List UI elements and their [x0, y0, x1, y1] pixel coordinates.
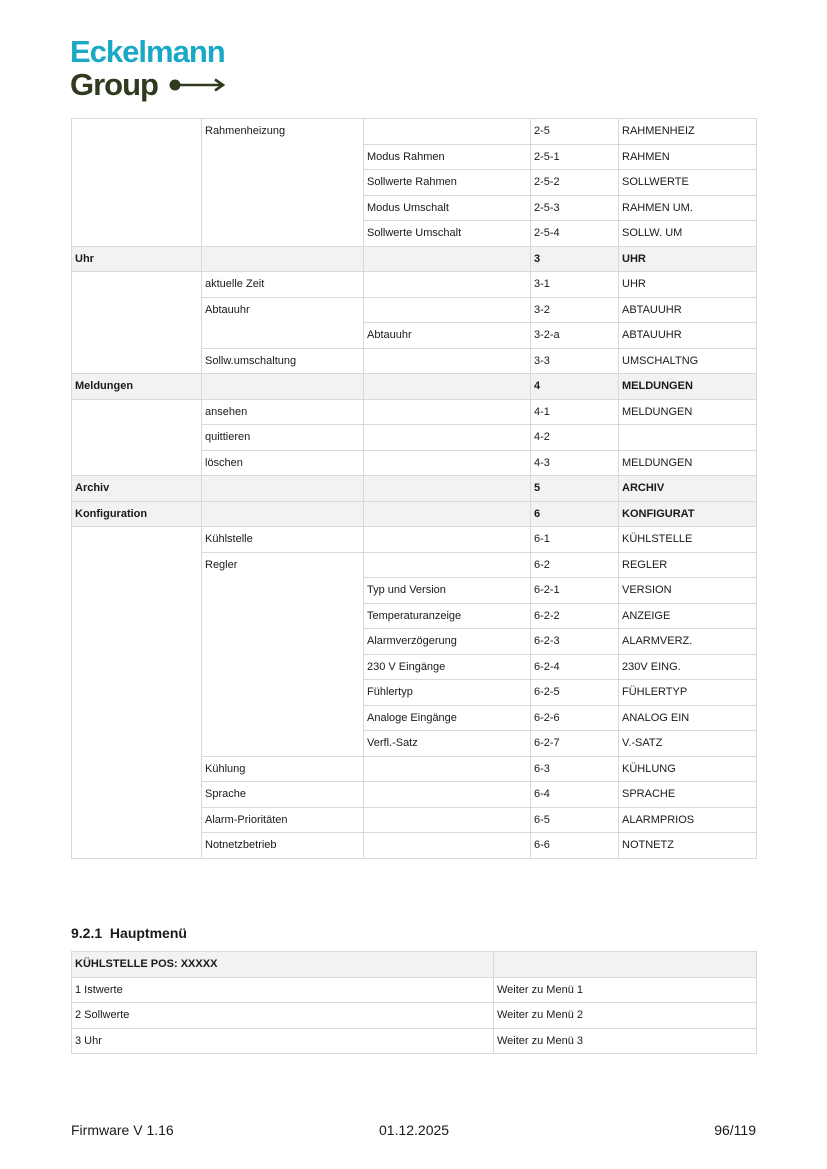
- table-cell: quittieren: [202, 425, 364, 451]
- table-cell: [364, 501, 531, 527]
- table-cell: [364, 272, 531, 298]
- table-cell: Alarmverzögerung: [364, 629, 531, 655]
- table-cell: 4: [531, 374, 619, 400]
- table-cell: Meldungen: [72, 374, 202, 400]
- logo-text-group: [70, 69, 226, 100]
- table-cell: 3-3: [531, 348, 619, 374]
- table-cell: Sollwerte Umschalt: [364, 221, 531, 247]
- table-cell: [72, 399, 202, 476]
- table-cell: Typ und Version: [364, 578, 531, 604]
- table-cell: RAHMEN UM.: [619, 195, 757, 221]
- table-row: [72, 1028, 757, 1054]
- table-cell: [364, 374, 531, 400]
- table-cell: 3-2-a: [531, 323, 619, 349]
- table-cell: ANALOG EIN: [619, 705, 757, 731]
- main-menu-table: [71, 951, 757, 1054]
- table-cell: 6: [531, 501, 619, 527]
- table-cell: Archiv: [72, 476, 202, 502]
- table-cell: 2-5-3: [531, 195, 619, 221]
- table-cell: 1 Istwerte: [72, 977, 494, 1003]
- table-cell: 6-1: [531, 527, 619, 553]
- table-cell: ALARMPRIOS: [619, 807, 757, 833]
- table-cell: [202, 501, 364, 527]
- table-cell: [364, 297, 531, 323]
- table-cell: [364, 399, 531, 425]
- table-cell: Weiter zu Menü 2: [494, 1003, 757, 1029]
- table-cell: 6-2-3: [531, 629, 619, 655]
- table-cell: 6-2-6: [531, 705, 619, 731]
- table-cell: [364, 425, 531, 451]
- table-cell: UMSCHALTNG: [619, 348, 757, 374]
- table-cell: [364, 756, 531, 782]
- menu-structure-table: [71, 118, 757, 859]
- table-cell: [364, 246, 531, 272]
- table-cell: Regler: [202, 552, 364, 756]
- table-cell: 4-3: [531, 450, 619, 476]
- table-cell: 4-1: [531, 399, 619, 425]
- table-cell: Kühlung: [202, 756, 364, 782]
- table-cell: 6-2-4: [531, 654, 619, 680]
- table-row: [72, 1003, 757, 1029]
- table-cell: [202, 374, 364, 400]
- table-row: [72, 272, 757, 298]
- table-cell: [202, 246, 364, 272]
- table-cell: Abtauuhr: [364, 323, 531, 349]
- table-cell: VERSION: [619, 578, 757, 604]
- table-cell: 5: [531, 476, 619, 502]
- table-cell: KÜHLSTELLE: [619, 527, 757, 553]
- table-cell: Alarm-Prioritäten: [202, 807, 364, 833]
- section-number: 9.2.1: [71, 925, 103, 941]
- table-row-header: [72, 374, 757, 400]
- table-cell: [72, 527, 202, 859]
- table-cell: 2 Sollwerte: [72, 1003, 494, 1029]
- table-cell: MELDUNGEN: [619, 374, 757, 400]
- table-row-header: [72, 501, 757, 527]
- table-cell: Uhr: [72, 246, 202, 272]
- table-cell: [202, 476, 364, 502]
- table-cell: KÜHLSTELLE POS: XXXXX: [72, 952, 494, 978]
- table-cell: Verfl.-Satz: [364, 731, 531, 757]
- table-cell: 2-5-4: [531, 221, 619, 247]
- table-row: [72, 527, 757, 553]
- table-cell: Modus Rahmen: [364, 144, 531, 170]
- table-cell: V.-SATZ: [619, 731, 757, 757]
- table-cell: Sprache: [202, 782, 364, 808]
- table-cell: RAHMEN: [619, 144, 757, 170]
- table-cell: 6-2: [531, 552, 619, 578]
- table-row-header: [72, 476, 757, 502]
- table-cell: SPRACHE: [619, 782, 757, 808]
- table-cell: 6-2-5: [531, 680, 619, 706]
- table-cell: 6-2-1: [531, 578, 619, 604]
- table-cell: [364, 527, 531, 553]
- table-cell: 230V EING.: [619, 654, 757, 680]
- table-row: [72, 977, 757, 1003]
- table-cell: löschen: [202, 450, 364, 476]
- table-row: [72, 399, 757, 425]
- table-cell: Notnetzbetrieb: [202, 833, 364, 859]
- table-cell: ALARMVERZ.: [619, 629, 757, 655]
- table-cell: [364, 833, 531, 859]
- table-cell: 6-2-7: [531, 731, 619, 757]
- table-cell: Sollw.umschaltung: [202, 348, 364, 374]
- table-cell: Weiter zu Menü 1: [494, 977, 757, 1003]
- table-cell: [364, 782, 531, 808]
- table-cell: Temperaturanzeige: [364, 603, 531, 629]
- table-cell: UHR: [619, 246, 757, 272]
- table-cell: [364, 450, 531, 476]
- table-cell: NOTNETZ: [619, 833, 757, 859]
- table-cell: 2-5: [531, 119, 619, 145]
- table-cell: ABTAUUHR: [619, 297, 757, 323]
- table-cell: [364, 552, 531, 578]
- table-cell: KÜHLUNG: [619, 756, 757, 782]
- table-cell: 6-5: [531, 807, 619, 833]
- table-cell: MELDUNGEN: [619, 399, 757, 425]
- footer-firmware-version: Firmware V 1.16: [71, 1122, 174, 1138]
- table-row-header: [72, 246, 757, 272]
- table-cell: RAHMENHEIZ: [619, 119, 757, 145]
- table-cell: [364, 348, 531, 374]
- table-cell: Rahmenheizung: [202, 119, 364, 247]
- table-cell: ANZEIGE: [619, 603, 757, 629]
- table-cell: 6-3: [531, 756, 619, 782]
- table-cell: Abtauuhr: [202, 297, 364, 348]
- section-title: Hauptmenü: [109, 925, 187, 941]
- table-cell: Sollwerte Rahmen: [364, 170, 531, 196]
- table-cell: 3-2: [531, 297, 619, 323]
- table-cell: Fühlertyp: [364, 680, 531, 706]
- table-cell: 6-4: [531, 782, 619, 808]
- table-cell: Modus Umschalt: [364, 195, 531, 221]
- logo-text-group-word: Group: [70, 67, 158, 102]
- table-cell: UHR: [619, 272, 757, 298]
- arrow-right-icon: [168, 78, 226, 92]
- table-cell: [364, 119, 531, 145]
- table-cell: SOLLWERTE: [619, 170, 757, 196]
- table-cell: 4-2: [531, 425, 619, 451]
- table-cell: 3 Uhr: [72, 1028, 494, 1054]
- table-cell: 3: [531, 246, 619, 272]
- company-logo: [70, 36, 226, 100]
- table-cell: [72, 272, 202, 374]
- table-cell: aktuelle Zeit: [202, 272, 364, 298]
- logo-text-eckelmann: Eckelmann: [70, 34, 225, 69]
- table-cell: Konfiguration: [72, 501, 202, 527]
- table-row-header: [72, 952, 757, 978]
- table-cell: REGLER: [619, 552, 757, 578]
- table-cell: 2-5-1: [531, 144, 619, 170]
- table-cell: 2-5-2: [531, 170, 619, 196]
- table-cell: [494, 952, 757, 978]
- table-cell: ansehen: [202, 399, 364, 425]
- table-cell: ABTAUUHR: [619, 323, 757, 349]
- table-cell: KONFIGURAT: [619, 501, 757, 527]
- table-cell: [72, 119, 202, 247]
- table-cell: [619, 425, 757, 451]
- table-cell: Kühlstelle: [202, 527, 364, 553]
- table-cell: SOLLW. UM: [619, 221, 757, 247]
- table-cell: MELDUNGEN: [619, 450, 757, 476]
- table-row: [72, 119, 757, 145]
- table-cell: 230 V Eingänge: [364, 654, 531, 680]
- section-heading: [71, 925, 187, 941]
- table-cell: 6-6: [531, 833, 619, 859]
- table-cell: 6-2-2: [531, 603, 619, 629]
- table-cell: [364, 476, 531, 502]
- table-cell: 3-1: [531, 272, 619, 298]
- table-cell: Weiter zu Menü 3: [494, 1028, 757, 1054]
- footer-page-number: 96/119: [714, 1122, 756, 1138]
- footer-date: 01.12.2025: [379, 1122, 450, 1138]
- table-cell: FÜHLERTYP: [619, 680, 757, 706]
- table-cell: ARCHIV: [619, 476, 757, 502]
- table-cell: [364, 807, 531, 833]
- table-cell: Analoge Eingänge: [364, 705, 531, 731]
